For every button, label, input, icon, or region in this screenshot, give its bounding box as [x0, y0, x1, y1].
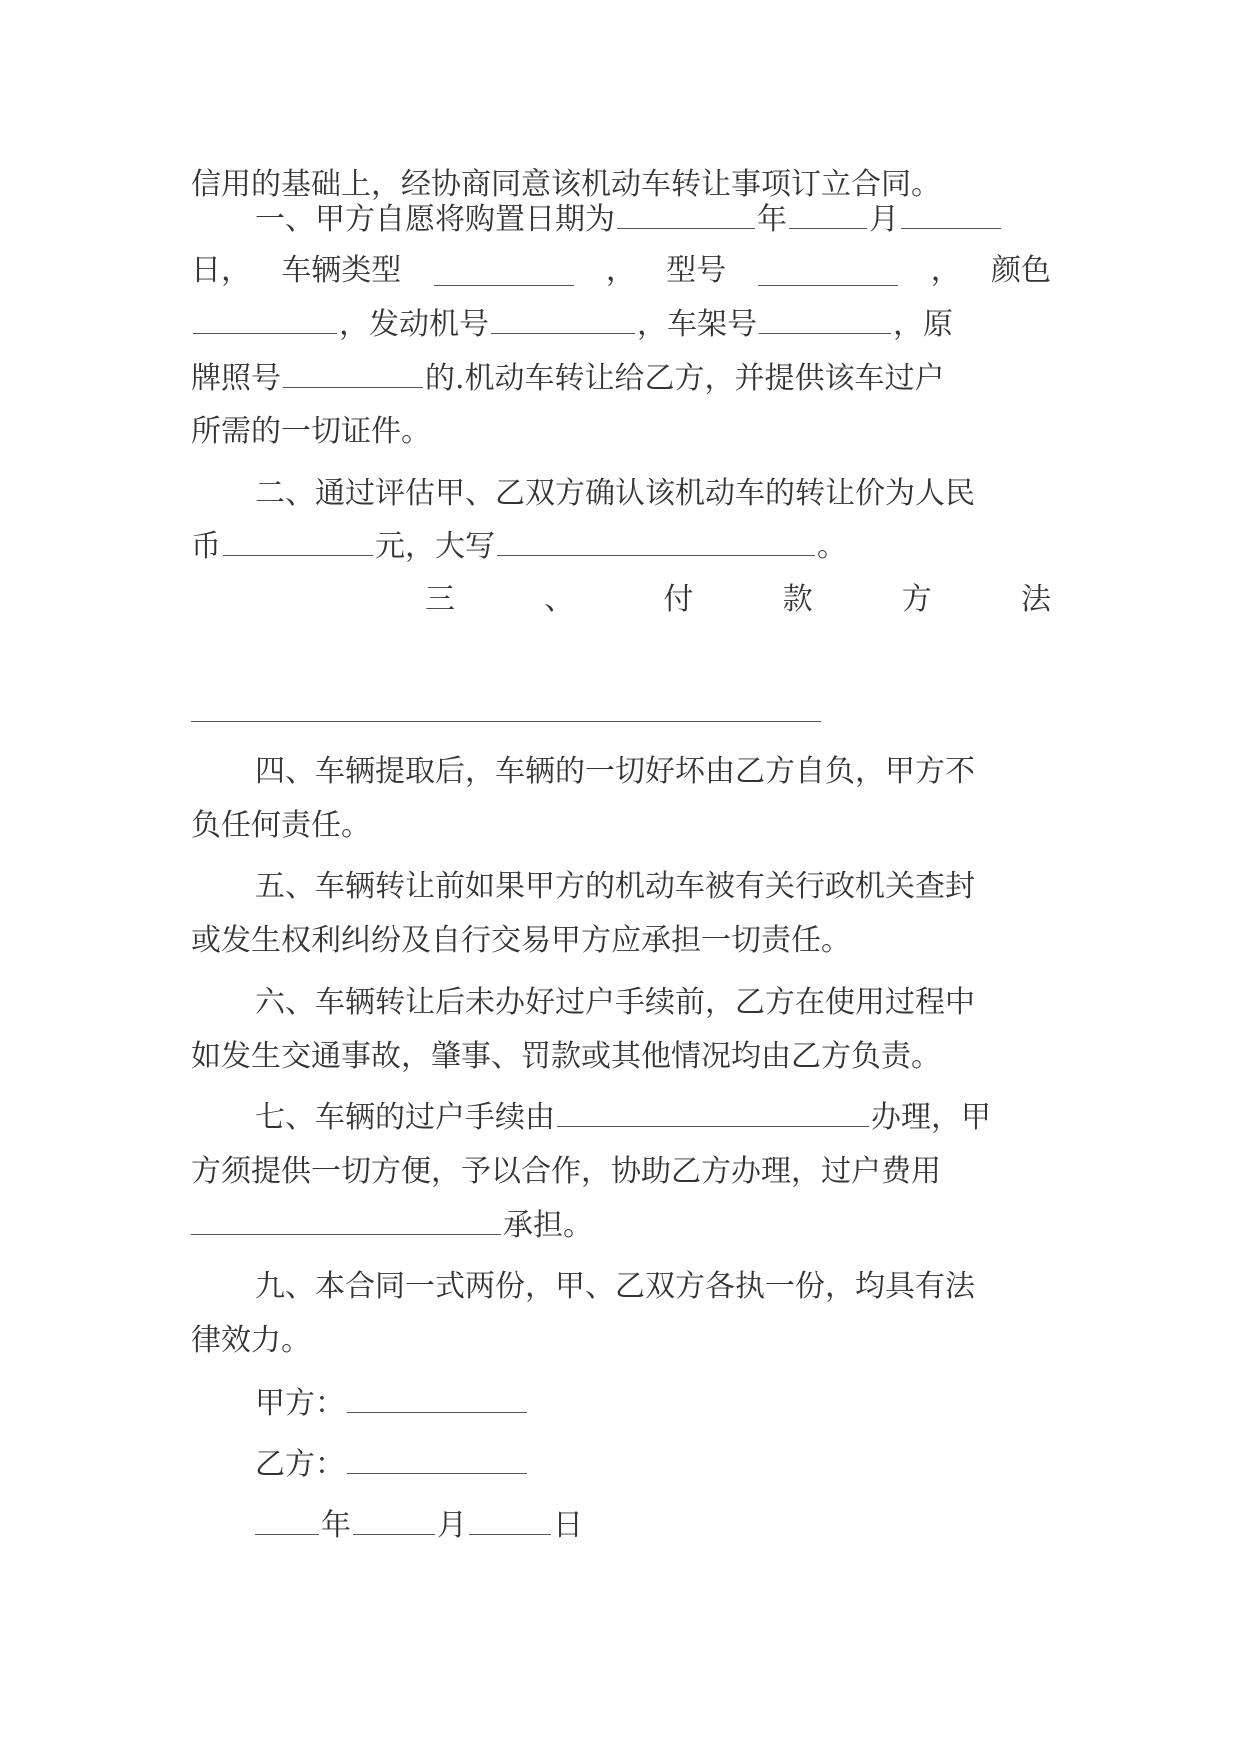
text-run: ， [605, 253, 636, 288]
transfer-handler-blank [557, 1098, 869, 1127]
color-blank [193, 305, 337, 334]
party-a-signature [255, 1384, 755, 1424]
text-run: ，车架号 [637, 307, 757, 342]
paragraph-line [191, 412, 1051, 452]
purchase-month-blank [789, 200, 867, 229]
text-run: 方须提供一切方便，予以合作，协助乙方办理，过户费用 [191, 1154, 941, 1189]
frame-number-blank [759, 305, 891, 334]
text-run: 付 [663, 582, 694, 617]
text-run: 法 [1020, 582, 1051, 617]
text-run: 四、车辆提取后，车辆的一切好坏由乙方自负，甲方不 [255, 754, 975, 789]
month-label: 月 [437, 1508, 467, 1543]
paragraph-line [191, 165, 1051, 205]
clause-six-line [255, 983, 1051, 1023]
text-run: 月 [869, 202, 899, 237]
text-run: 币 [191, 529, 221, 564]
text-run: 或发生权利纠纷及自行交易甲方应承担一切责任。 [191, 923, 851, 958]
party-a-blank [347, 1384, 527, 1413]
text-run: 如发生交通事故，肇事、罚款或其他情况均由乙方负责。 [191, 1039, 941, 1074]
text-run: 六、车辆转让后未办好过户手续前，乙方在使用过程中 [255, 985, 975, 1020]
text-run: 五、车辆转让前如果甲方的机动车被有关行政机关查封 [255, 869, 975, 904]
text-run: 车辆类型 [281, 253, 402, 288]
transfer-fee-payer-blank [191, 1206, 501, 1235]
price-uppercase-blank [497, 527, 815, 556]
paragraph-line [191, 1321, 1051, 1361]
sign-date [255, 1506, 755, 1546]
text-run: 三 [425, 582, 455, 617]
day-label: 日 [553, 1508, 583, 1543]
text-run: 颜色 [990, 253, 1051, 288]
clause-two-line [255, 474, 1051, 514]
clause-seven-line [255, 1098, 1051, 1138]
text-run: 、 [544, 582, 575, 617]
text-run: 日， [191, 253, 251, 288]
plate-number-blank [283, 359, 423, 388]
clause-four-line [255, 752, 1051, 792]
clause-nine-line [255, 1267, 1051, 1307]
text-run: 。 [817, 529, 847, 564]
model-blank [758, 257, 898, 286]
party-b-blank [347, 1445, 527, 1474]
paragraph-line [191, 1037, 1051, 1077]
text-run: 年 [757, 202, 787, 237]
paragraph-line [191, 527, 1051, 567]
text-run: 七、车辆的过户手续由 [255, 1100, 555, 1135]
sign-month-blank [353, 1506, 435, 1535]
party-b-label: 乙方： [255, 1447, 345, 1482]
text-run: 款 [782, 582, 813, 617]
engine-number-blank [491, 305, 635, 334]
text-run: 方 [901, 582, 932, 617]
clause-five-line [255, 867, 1051, 907]
payment-method-blank [191, 721, 821, 722]
text-run: ，原 [893, 307, 953, 342]
text-run: 办理，甲 [871, 1100, 991, 1135]
year-label: 年 [321, 1508, 351, 1543]
party-b-signature [255, 1445, 755, 1485]
text-run: 元，大写 [375, 529, 495, 564]
paragraph-line [191, 921, 1051, 961]
paragraph-line [191, 359, 1051, 399]
paragraph-line [191, 305, 1051, 345]
text-run: 律效力。 [191, 1323, 311, 1358]
party-a-label: 甲方： [255, 1386, 345, 1421]
text-run: 负任何责任。 [191, 808, 371, 843]
clause-one-line [255, 200, 1051, 240]
text-run: 所需的一切证件。 [191, 414, 431, 449]
text-run: 二、通过评估甲、乙双方确认该机动车的转让价为人民 [255, 476, 975, 511]
paragraph-line [191, 251, 1051, 291]
sign-year-blank [255, 1506, 319, 1535]
paragraph-line [191, 1152, 1051, 1192]
paragraph-line [191, 806, 1051, 846]
text-run: 型号 [666, 253, 727, 288]
text-run: 信用的基础上，经协商同意该机动车转让事项订立合同。 [191, 167, 941, 202]
text-run: 一、甲方自愿将购置日期为 [255, 202, 615, 237]
price-blank [223, 527, 373, 556]
text-run: ， [930, 253, 961, 288]
text-run: ，发动机号 [339, 307, 489, 342]
text-run: 九、本合同一式两份，甲、乙双方各执一份，均具有法 [255, 1269, 975, 1304]
purchase-day-blank [901, 200, 1001, 229]
text-run: 承担。 [503, 1208, 593, 1243]
text-run: 牌照号 [191, 361, 281, 396]
text-run: 的.机动车转让给乙方，并提供该车过户 [425, 361, 945, 396]
clause-three-heading [425, 580, 1051, 620]
vehicle-type-blank [434, 257, 574, 286]
paragraph-line [191, 1206, 1051, 1246]
purchase-year-blank [617, 200, 755, 229]
sign-day-blank [469, 1506, 551, 1535]
